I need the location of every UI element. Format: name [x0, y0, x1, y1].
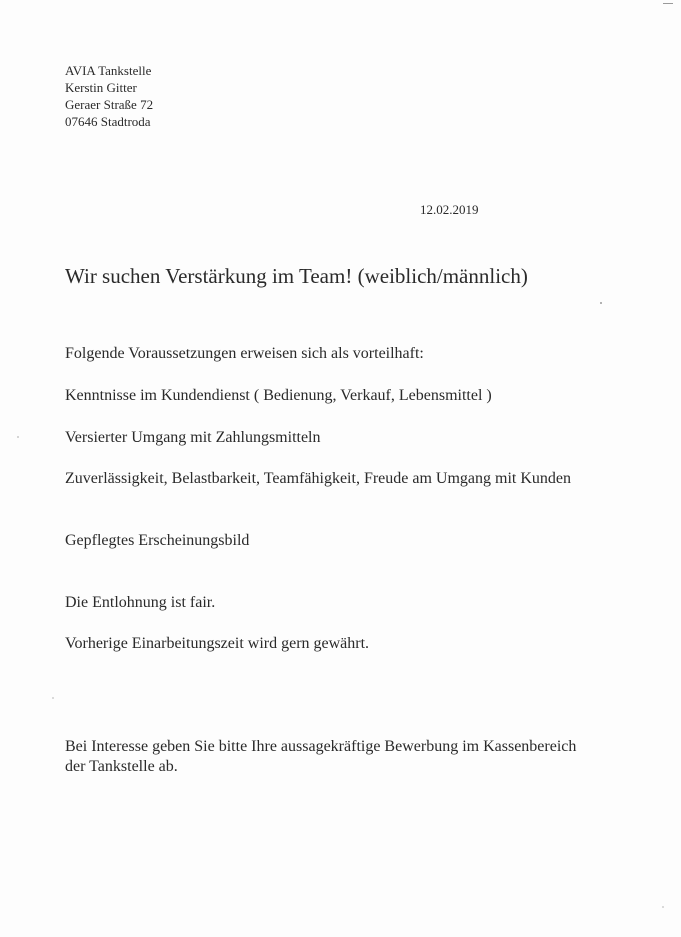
sender-street: Geraer Straße 72 — [65, 97, 154, 112]
requirement-item: Versierter Umgang mit Zahlungsmitteln — [65, 429, 321, 446]
requirement-item: Gepflegtes Erscheinungsbild — [65, 532, 250, 549]
scan-artifact — [52, 697, 54, 699]
requirement-item: Zuverlässigkeit, Belastbarkeit, Teamfähigkeit, Freude am Umgang mit Kunden — [65, 470, 572, 487]
intro-paragraph: Folgende Voraussetzungen erweisen sich als vorteilhaft: — [65, 345, 424, 362]
scan-artifact — [662, 906, 664, 908]
page-title: Wir suchen Verstärkung im Team! (weiblich/männlich) — [65, 264, 528, 288]
sender-name: Kerstin Gitter — [65, 80, 137, 95]
scan-artifact — [663, 3, 673, 4]
scan-artifact — [17, 436, 19, 438]
training-note: Vorherige Einarbeitungszeit wird gern gewährt. — [65, 635, 370, 652]
salary-note: Die Entlohnung ist fair. — [65, 594, 216, 611]
application-note: Bei Interesse geben Sie bitte Ihre aussagekräftige Bewerbung im Kassenbereich der Tankstelle ab. — [65, 738, 577, 775]
sender-city: 07646 Stadtroda — [65, 114, 151, 129]
scan-artifact — [600, 302, 602, 304]
requirement-item: Kenntnisse im Kundendienst ( Bedienung, Verkauf, Lebensmittel ) — [65, 387, 492, 404]
letter-date: 12.02.2019 — [420, 202, 479, 217]
sender-company: AVIA Tankstelle — [65, 63, 152, 78]
sender-address — [65, 62, 153, 130]
